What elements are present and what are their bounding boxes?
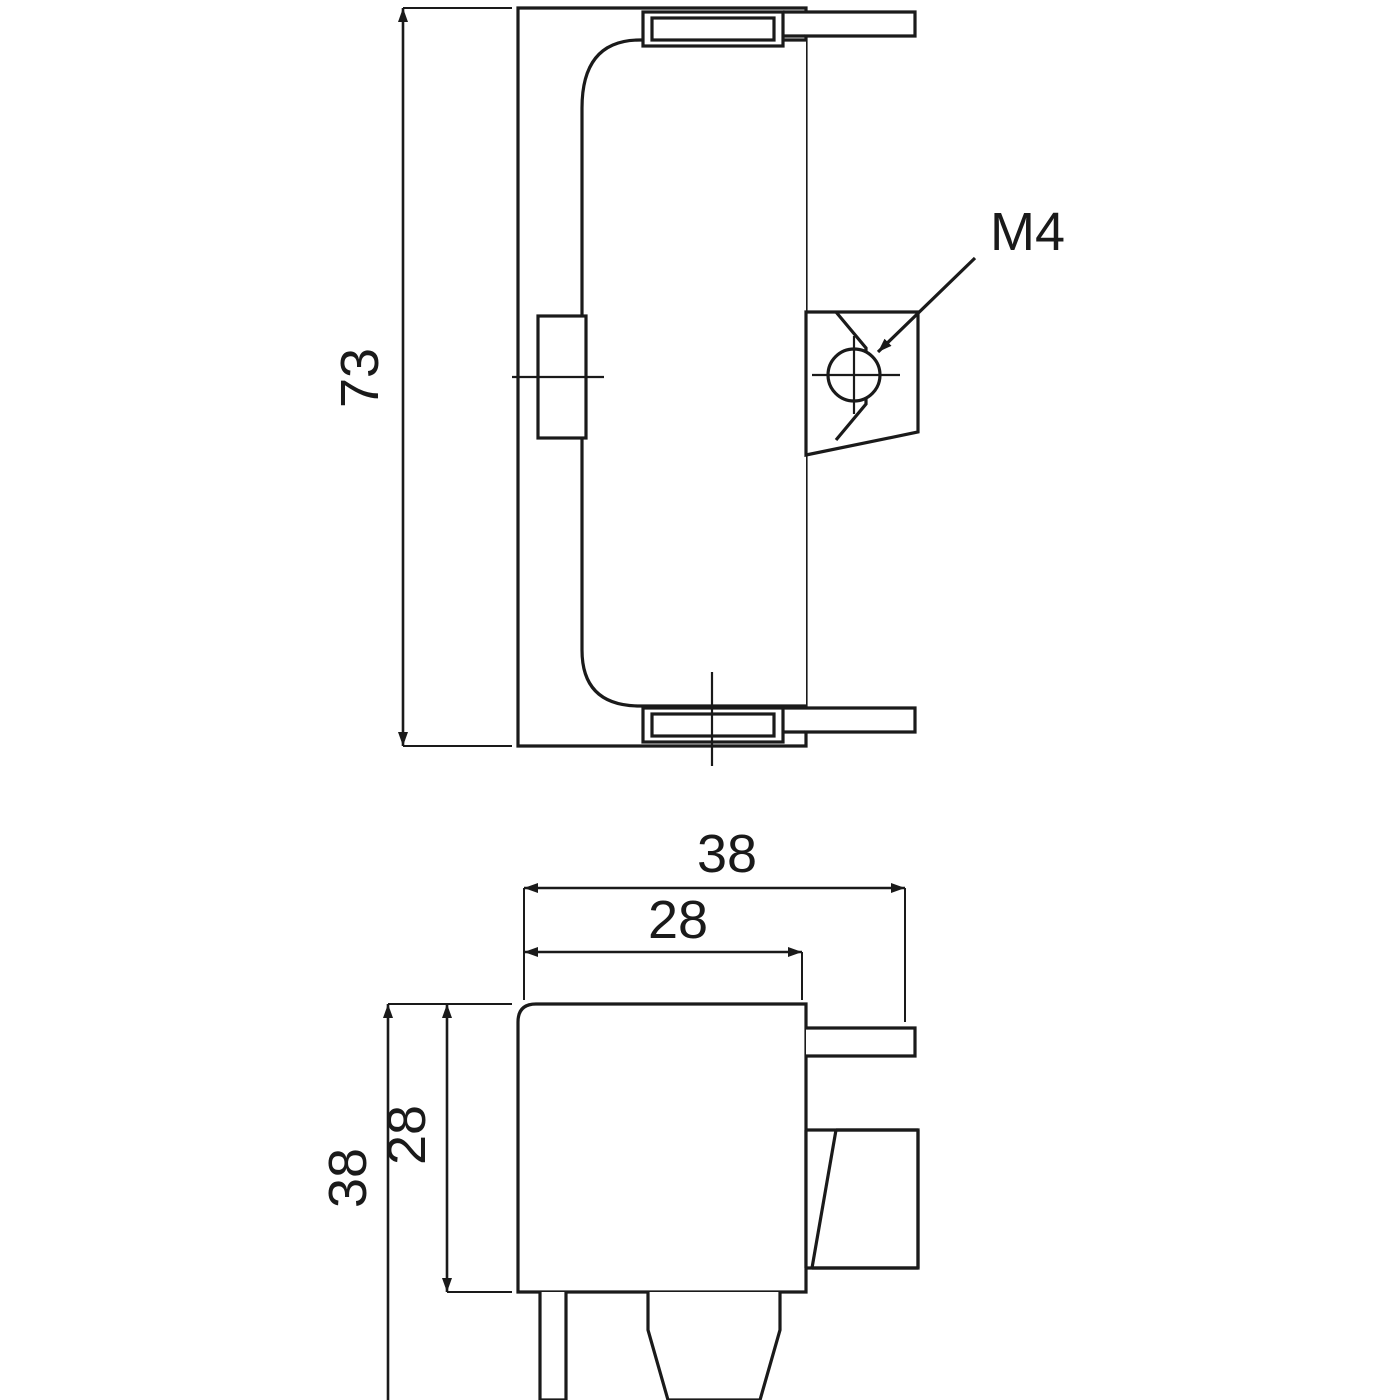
m4-leader-line [878,258,975,352]
dim-28-width-text: 28 [647,890,709,950]
dim-73-text: 73 [330,347,390,409]
top-terminal-inner [652,18,774,40]
front-top-pin [806,1028,915,1056]
dim-38-height-text: 38 [318,1147,378,1209]
dim-28-height-text: 28 [377,1104,437,1166]
m4-label-text: M4 [990,202,1066,262]
top-pin [783,12,915,36]
inner-contour [582,40,806,706]
side-elevation-view [403,8,975,766]
bottom-pin [783,708,915,732]
front-body-outline [518,1004,806,1292]
front-elevation-view [388,888,918,1400]
front-bottom-pin [540,1292,566,1400]
front-bottom-foot [648,1292,780,1400]
dim-38-width-text: 38 [696,824,758,884]
